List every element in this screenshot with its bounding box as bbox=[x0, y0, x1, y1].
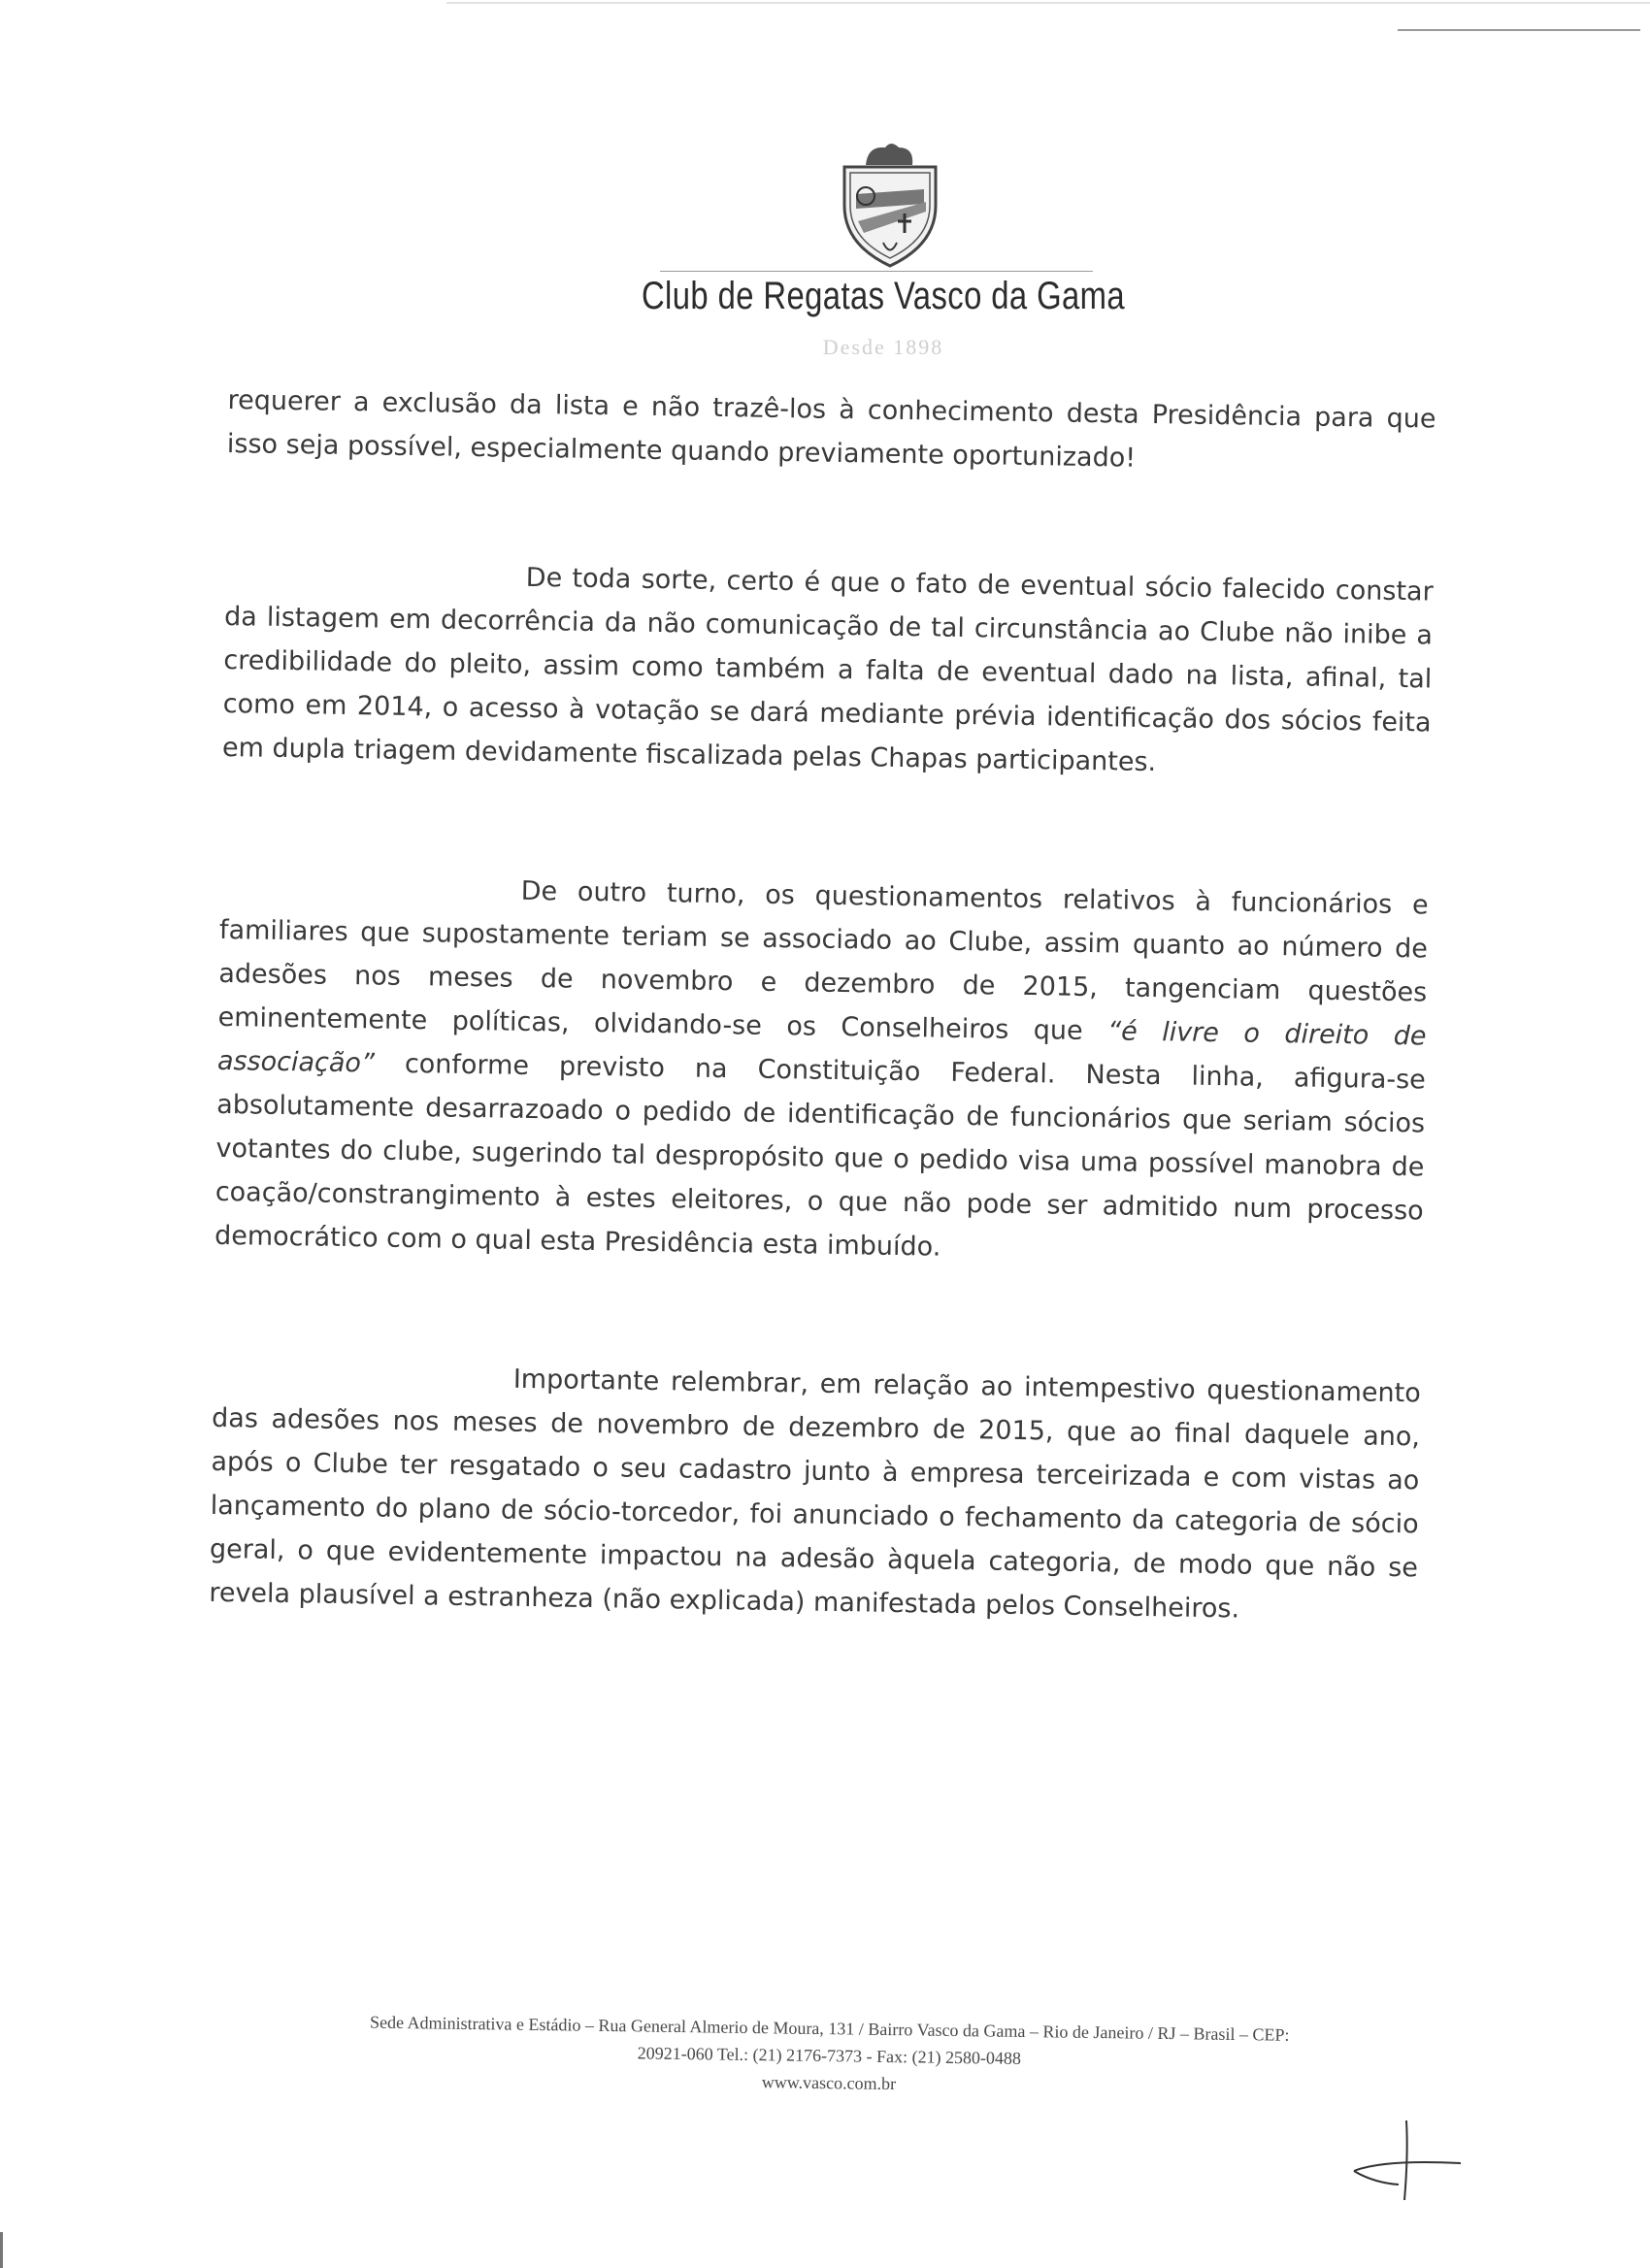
footer-website: www.vasco.com.br bbox=[761, 2072, 897, 2094]
footer-address: Sede Administrativa e Estádio – Rua General Almerio de Moura, 131 / Bairro Vasco da Gama – Rio de Janeiro / RJ – Brasil – CEP: bbox=[369, 2012, 1290, 2045]
letter-body bbox=[207, 378, 1436, 1728]
letterhead-footer bbox=[261, 2007, 1398, 2104]
club-since: Desde 1898 bbox=[822, 335, 944, 359]
paragraph-1: requerer a exclusão da lista e não trazê-los à conhecimento desta Presidência para que isso seja possível, especialmente quando previamente oportunizado! bbox=[226, 384, 1436, 474]
paragraph-2: De toda sorte, certo é que o fato de eventual sócio falecido constar da listagem em decorrência da não comunicação de tal circunstância ao Clube não inibe a credibilidade do pleito, assim como também a falta de eventual dado na lista, afinal, tal como em 2014, o acesso à votação se dará mediante prévia identificação dos sócios feita em dupla triagem devidamente fiscalizada pelas Chapas participantes. bbox=[221, 562, 1434, 778]
header-divider bbox=[660, 271, 1093, 272]
club-name: Club de Regatas Vasco da Gama bbox=[641, 275, 1126, 317]
scan-artifact-top bbox=[446, 2, 1650, 4]
quoted-right: “é livre o direito de associação” bbox=[216, 1016, 1427, 1079]
handwritten-initials-icon bbox=[1344, 2111, 1470, 2208]
scan-artifact-left-edge bbox=[0, 2232, 3, 2268]
paragraph-3: De outro turno, os questionamentos relativos à funcionários e familiares que supostamente teriam se associado ao Clube, assim quanto ao número de adesões nos meses de novembro e dezembro de 2015, tangenciam questões eminentemente políticas, olvidando-se os Conselheiros que “é livre o direito de associação” conforme previsto na Constituição Federal. Nesta linha, afigura-se absolutamente desarrazoado o pedido de identificação de funcionários que seriam sócios votantes do clube, sugerindo tal despropósito que o pedido visa uma possível manobra de coação/constrangimento à estes eleitores, o que não pode ser admitido num processo democrático com o qual esta Presidência esta imbuído. bbox=[214, 875, 1429, 1263]
vasco-crest-icon bbox=[837, 136, 943, 272]
paragraph-4: Importante relembrar, em relação ao intempestivo questionamento das adesões nos meses de novembro de dezembro de 2015, que ao final daquele ano, após o Clube ter resgatado o seu cadastro junto à empresa terceirizada e com vistas ao lançamento do plano de sócio-torcedor, foi anunciado o fechamento da categoria de sócio geral, o que evidentemente impactou na adesão àquela categoria, de modo que não se revela plausível a estranheza (não explicada) manifestada pelos Conselheiros. bbox=[209, 1364, 1421, 1625]
footer-contact: 20921-060 Tel.: (21) 2176-7373 - Fax: (21) 2580-0488 bbox=[637, 2043, 1022, 2068]
scan-artifact-top-right bbox=[1398, 29, 1640, 31]
